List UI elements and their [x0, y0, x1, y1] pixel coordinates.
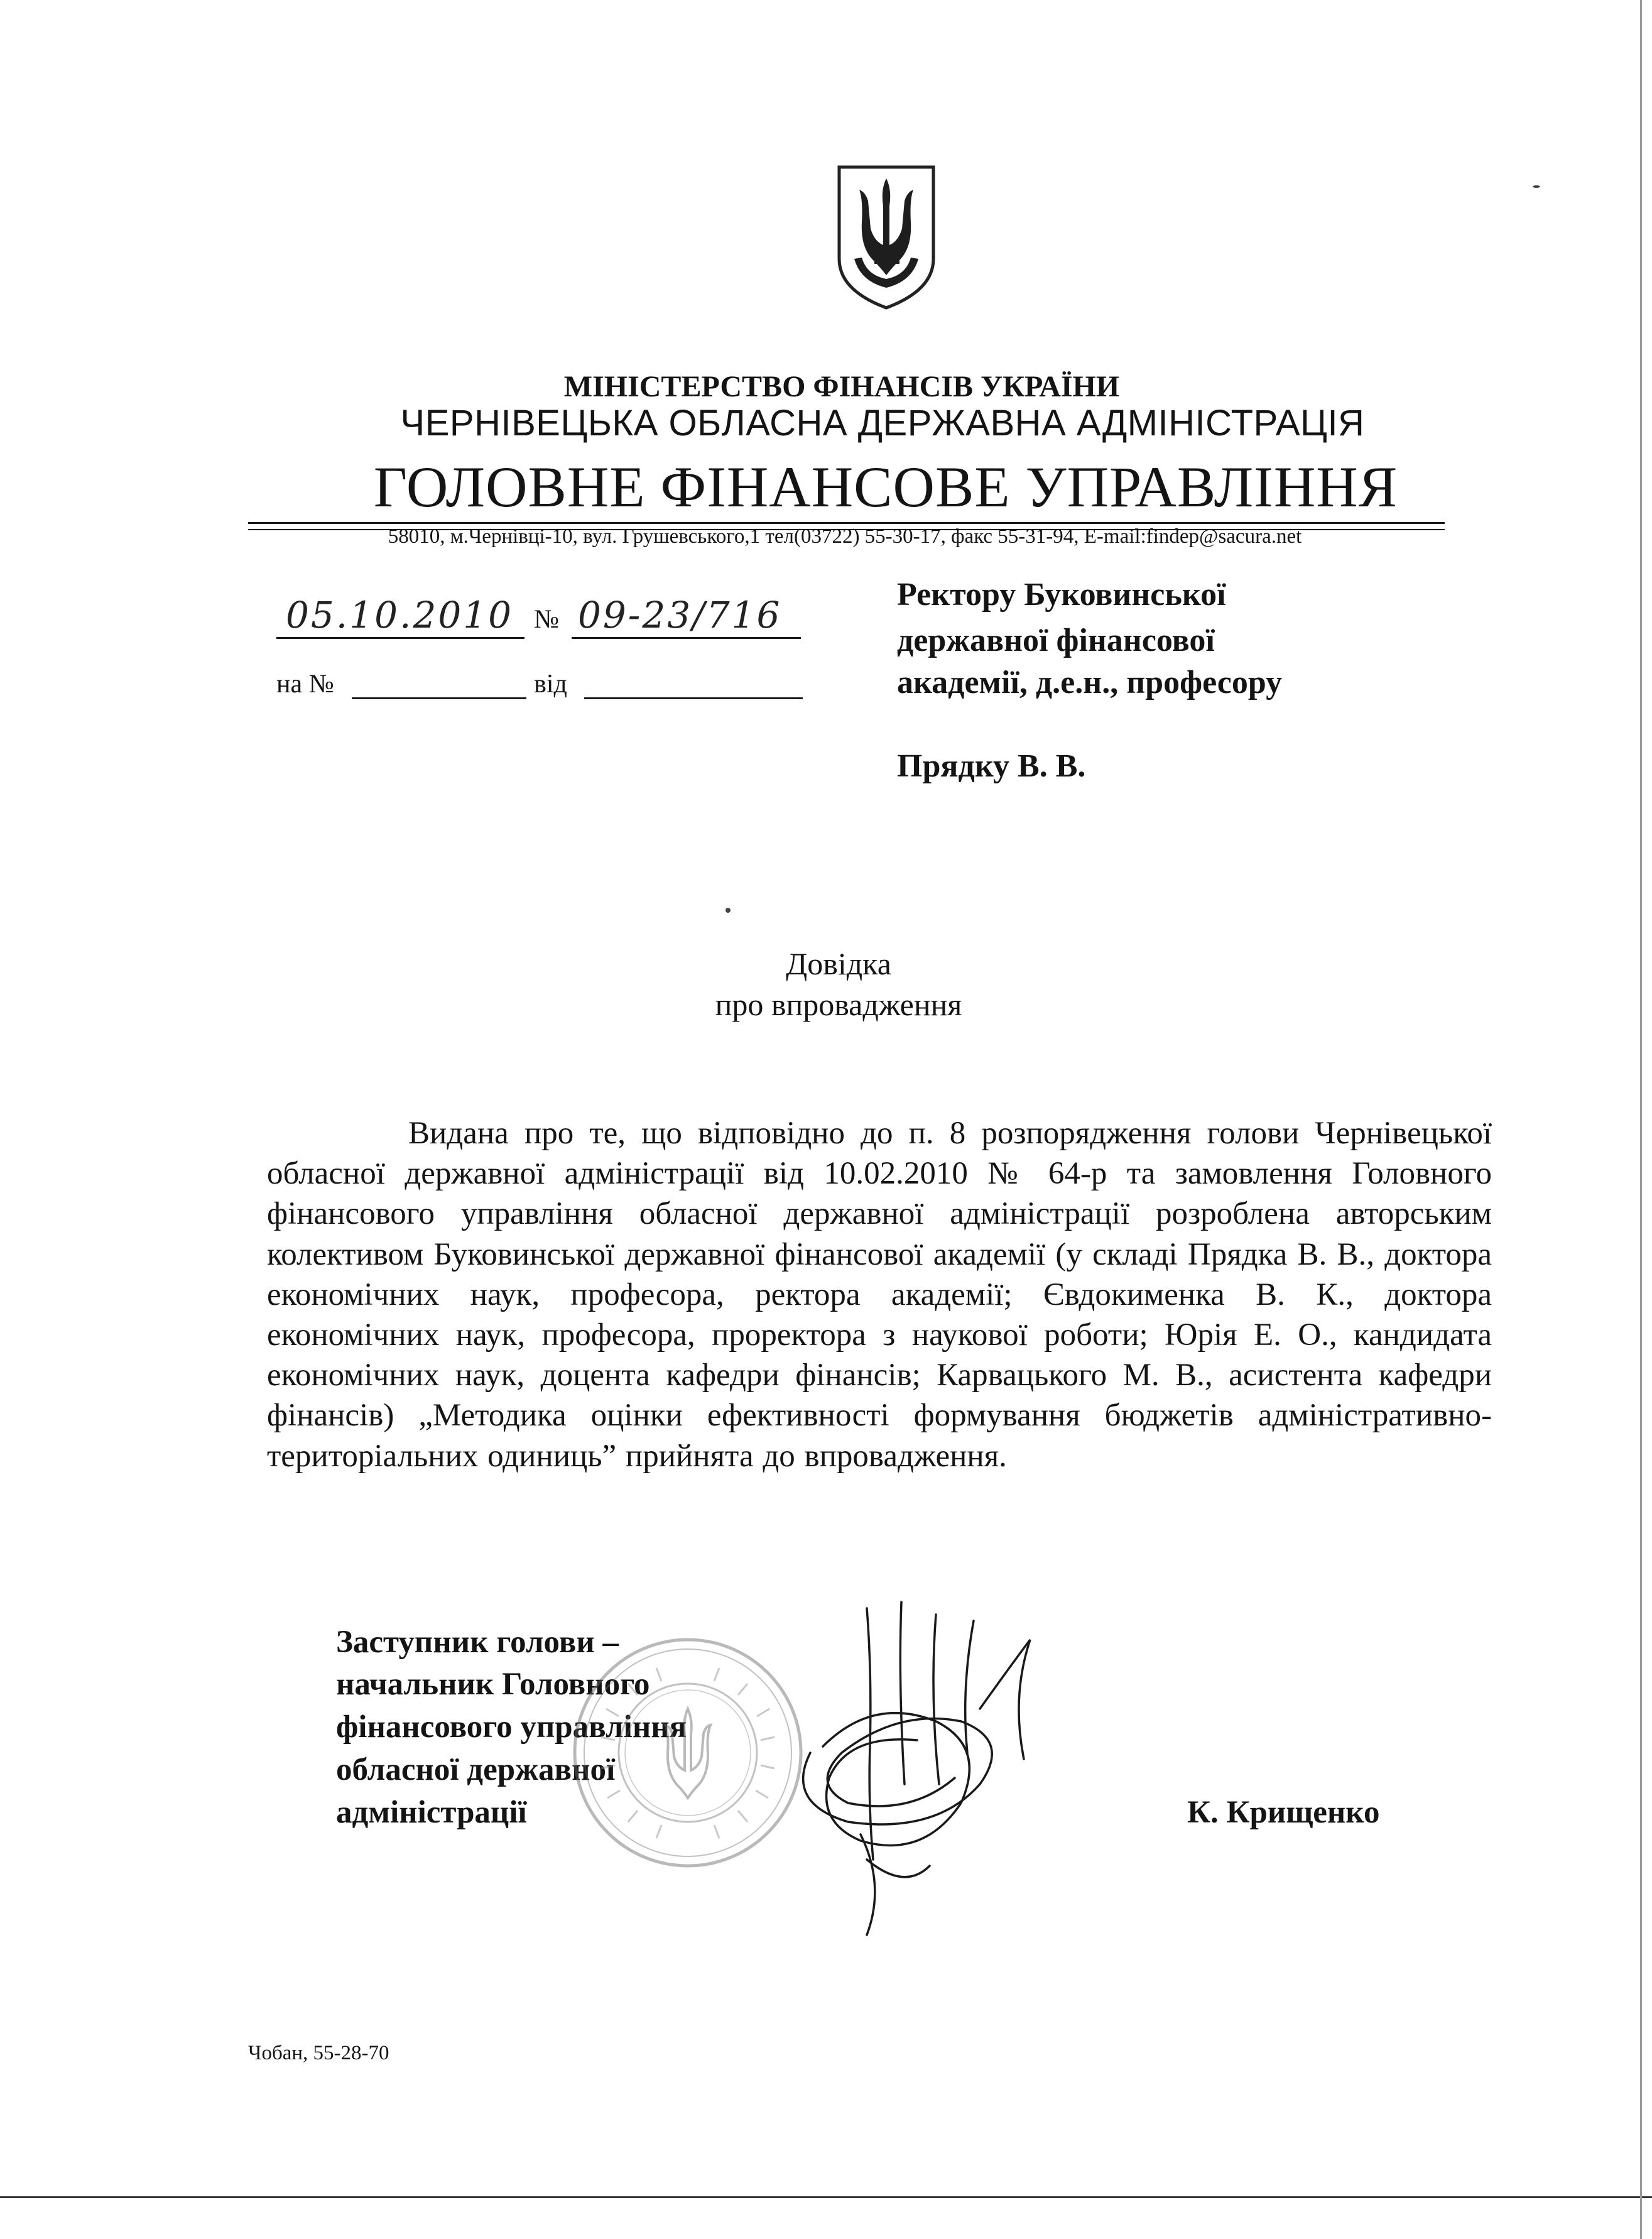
ministry-name: МІНІСТЕРСТВО ФІНАНСІВ УКРАЇНИ: [563, 370, 1120, 403]
header-address: 58010, м.Чернівці-10, вул. Грушевського,1 тел(03722) 55-30-17, факс 55-31-94, E-mail:findep@sacura.net: [388, 525, 1302, 548]
department-name: ГОЛОВНЕ ФІНАНСОВЕ УПРАВЛІННЯ: [373, 455, 1398, 519]
document-subtitle: про впровадження: [715, 987, 962, 1022]
signatory-position: фінансового управління: [336, 1709, 687, 1745]
scan-edge-line: [0, 2196, 1652, 2198]
number-underline: [572, 637, 801, 639]
document-title: Довідка: [786, 946, 891, 981]
addressee-name: Прядку В. В.: [897, 748, 1086, 784]
signatory-position: адміністрації: [336, 1795, 527, 1830]
scan-speck: [725, 908, 731, 913]
signatory-name: К. Крищенко: [1187, 1795, 1380, 1830]
date-underline: [276, 637, 524, 639]
outgoing-date: 05.10.2010: [286, 594, 514, 636]
document-body: Видана про те, що відповідно до п. 8 розпорядження голови Чернівецької обласної державної адміністрації від 10.02.2010 № 64-р та замовлення Головного фінансового управління обласної державної адміністрації розроблена авторським колективом Буковинської державної фінансової академії (у складі Прядка В. В., доктора економічних наук, професора, ректора академії; Євдокименка В. К., доктора економічних наук, професора, проректора з наукової роботи; Юрія Е. О., кандидата економічних наук, доцента кафедри фінансів; Карвацького М. В., асистента кафедри фінансів) „Методика оцінки ефективності формування бюджетів адміністративно-територіальних одиниць” прийнята до впровадження.: [267, 1116, 1492, 1474]
addressee-line: державної фінансової: [897, 623, 1215, 658]
reply-date-blank: [584, 697, 803, 699]
addressee-line: академії, д.е.н., професору: [897, 665, 1283, 700]
administration-name: ЧЕРНІВЕЦЬКА ОБЛАСНА ДЕРЖАВНА АДМІНІСТРАЦІЯ: [400, 403, 1365, 444]
trident-coat-of-arms-icon: [835, 165, 937, 310]
reply-number-blank: [352, 697, 526, 699]
signatory-position: обласної державної: [336, 1752, 616, 1787]
signatory-position: начальник Головного: [336, 1667, 650, 1702]
handwritten-signature-icon: [773, 1596, 1043, 1948]
scan-page-edge: [1640, 0, 1642, 2239]
executor-contact: Чобан, 55-28-70: [248, 2042, 389, 2064]
reply-date-label: від: [534, 670, 567, 699]
scan-speck: [1533, 185, 1540, 188]
addressee-line: Ректору Буковинської: [897, 577, 1226, 613]
number-label: №: [534, 605, 560, 634]
reply-number-label: на №: [276, 670, 334, 699]
official-round-seal-icon: [568, 1633, 807, 1872]
outgoing-number: 09-23/716: [578, 594, 782, 636]
header-rule: [248, 522, 1445, 524]
signatory-position: Заступник голови –: [336, 1625, 619, 1660]
